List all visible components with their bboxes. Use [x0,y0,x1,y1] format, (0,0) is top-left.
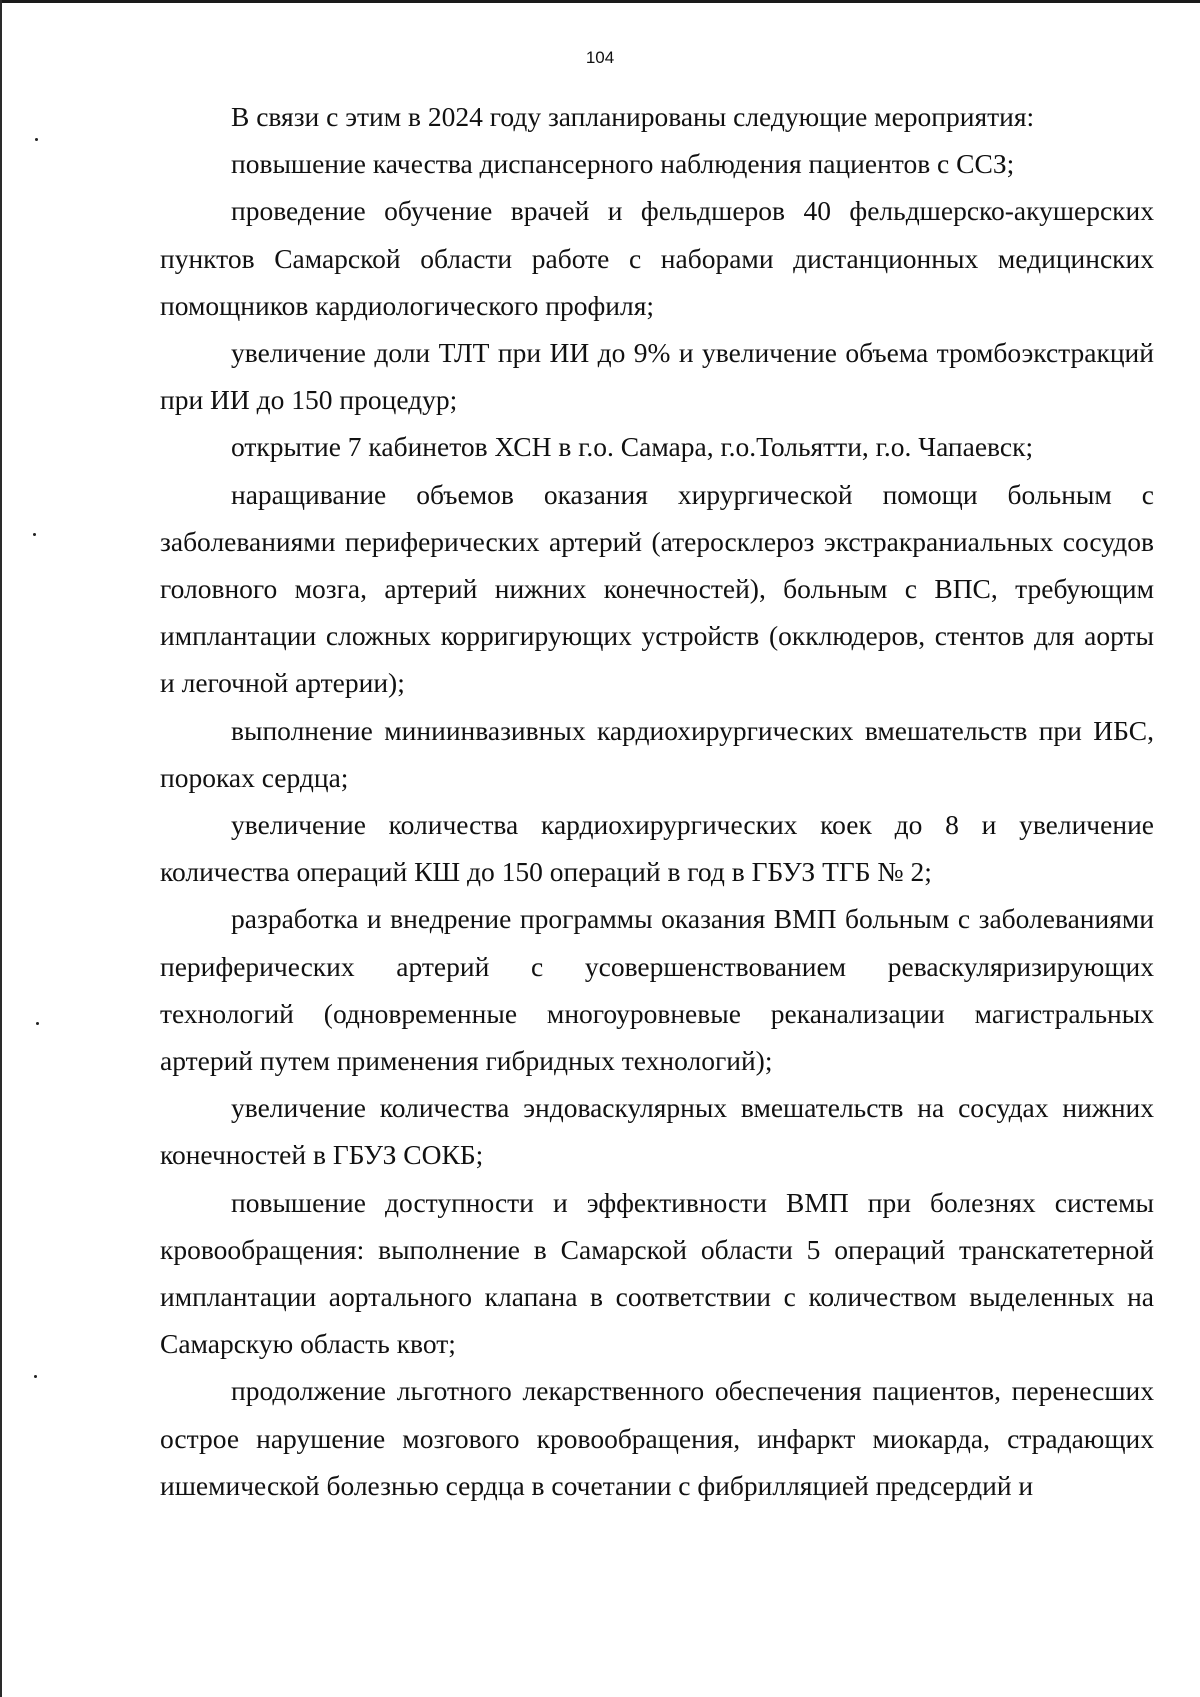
paragraph: наращивание объемов оказания хирургической помощи больным с заболеваниями периферических артерий (атеросклероз экстракраниальных сосудов головного мозга, артерий нижних конечностей), больным с ВПС, требующим имплантации сложных корригирующих устройств (окклюдеров, стентов для аорты и легочной артерии); [160,478,1154,699]
paragraph: увеличение количества эндоваскулярных вмешательств на сосудах нижних конечностей в ГБУЗ СОКБ; [160,1092,1154,1171]
scan-border-left [0,0,2,1697]
paragraph: выполнение миниинвазивных кардиохирургических вмешательств при ИБС, пороках сердца; [160,714,1154,793]
paragraph: увеличение доли ТЛТ при ИИ до 9% и увеличение объема тромбоэкстракций при ИИ до 150 процедур; [160,337,1154,416]
paragraph: разработка и внедрение программы оказания ВМП больным с заболеваниями периферических артерий с усовершенствованием реваскуляризирующих технологий (одновременные многоуровневые реканализации магистральных артерий путем применения гибридных технологий); [160,903,1154,1077]
page-number: 104 [585,48,615,67]
paragraph: В связи с этим в 2024 году запланированы следующие мероприятия: [231,101,1035,132]
paragraph: открытие 7 кабинетов ХСН в г.о. Самара, г.о.Тольятти, г.о. Чапаевск; [231,431,1034,463]
paragraph: увеличение количества кардиохирургических коек до 8 и увеличение количества операций КШ до 150 операций в год в ГБУЗ ТГБ № 2; [160,809,1154,888]
scan-speck [35,138,38,141]
scan-speck [36,1022,39,1025]
paragraph: повышение доступности и эффективности ВМП при болезнях системы кровообращения: выполнение в Самарской области 5 операций транскатетерной имплантации аортального клапана в соответствии с количеством выделенных на Самарскую область квот; [160,1186,1154,1360]
paragraph: повышение качества диспансерного наблюдения пациентов с ССЗ; [231,148,1015,180]
scan-speck [34,1375,37,1378]
scan-speck [33,533,36,536]
paragraph: продолжение льготного лекарственного обеспечения пациентов, перенесших острое нарушение мозгового кровообращения, инфаркт миокарда, страдающих ишемической болезнью сердца в сочетании с фибрилляцией предсердий и [160,1375,1154,1501]
paragraph: проведение обучение врачей и фельдшеров 40 фельдшерско-акушерских пунктов Самарской области работе с наборами дистанционных медицинских помощников кардиологического профиля; [160,195,1154,321]
document-body [160,93,1154,1509]
scan-border-top [0,0,1200,3]
